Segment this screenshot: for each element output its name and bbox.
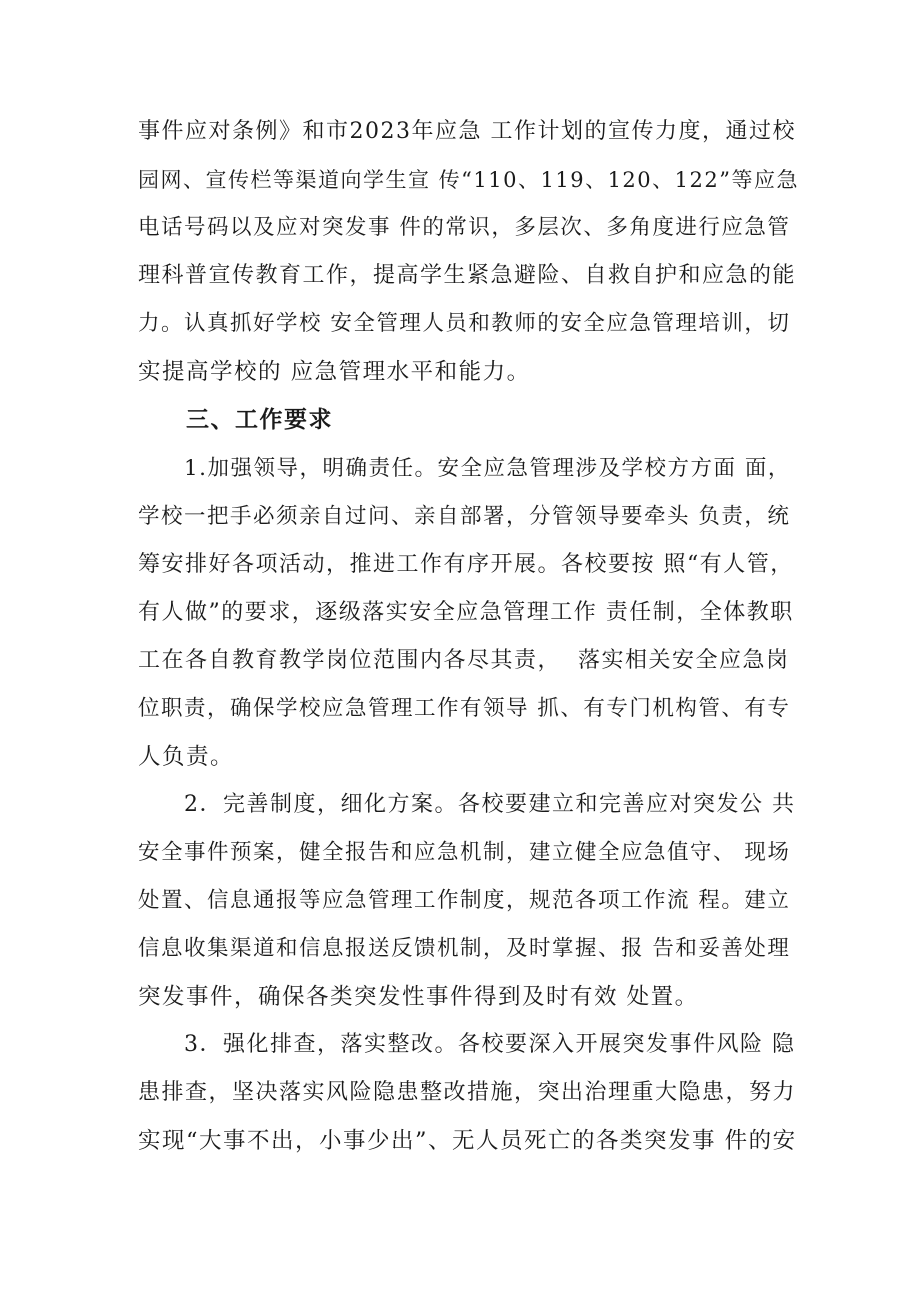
paragraph-line: 实现“大事不出，小事少出”、无人员死亡的各类突发事 件的安 xyxy=(138,1128,797,1154)
paragraph-line: 处置、信息通报等应急管理工作制度，规范各项工作流 程。建立 xyxy=(138,888,791,913)
paragraph-line: 理科普宣传教育工作，提高学生紧急避险、自救自护和应急的能 xyxy=(138,263,797,288)
paragraph-line: 突发事件，确保各类突发性事件得到及时有效 处置。 xyxy=(138,984,699,1010)
paragraph-line: 电话号码以及应对突发事 件的常识，多层次、多角度进行应急管 xyxy=(138,215,791,240)
paragraph-line: 3．强化排查，落实整改。各校要深入开展突发事件风险 隐 xyxy=(184,1032,796,1057)
paragraph-line: 筹安排好各项活动，推进工作有序开展。各校要按 照“有人管， xyxy=(138,552,794,577)
paragraph-line: 园网、宣传栏等渠道向学生宣 传“110、119、120、122”等应急 xyxy=(138,168,799,192)
paragraph-line: 安全事件预案，健全报告和应急机制，建立健全应急值守、 现场 xyxy=(138,840,791,865)
paragraph-line: 位职责，确保学校应急管理工作有领导 抓、有专门机构管、有专 xyxy=(138,696,791,721)
paragraph-line: 学校一把手必须亲自过问、亲自部署，分管领导要牵头 负责，统 xyxy=(138,504,791,529)
paragraph-line: 信息收集渠道和信息报送反馈机制，及时掌握、报 告和妥善处理 xyxy=(138,936,791,961)
section-heading: 三、工作要求 xyxy=(186,407,333,433)
paragraph-line: 患排查，坚决落实风险隐患整改措施，突出治理重大隐患，努力 xyxy=(138,1080,797,1105)
paragraph-line: 实提高学校的 应急管理水平和能力。 xyxy=(138,359,531,385)
paragraph-line: 人负责。 xyxy=(138,744,235,770)
paragraph-line: 有人做”的要求，逐级落实安全应急管理工作 责任制，全体教职 xyxy=(138,600,794,625)
paragraph-line: 1.加强领导，明确责任。安全应急管理涉及学校方方面 面， xyxy=(184,456,791,481)
paragraph-line: 力。认真抓好学校 安全管理人员和教师的安全应急管理培训，切 xyxy=(138,311,791,336)
paragraph-line: 事件应对条例》和市2023年应急 工作计划的宣传力度，通过校 xyxy=(138,119,796,144)
paragraph-line: 2．完善制度，细化方案。各校要建立和完善应对突发公 共 xyxy=(184,792,796,817)
paragraph-line: 工在各自教育教学岗位范围内各尽其责， 落实相关安全应急岗 xyxy=(138,648,790,673)
